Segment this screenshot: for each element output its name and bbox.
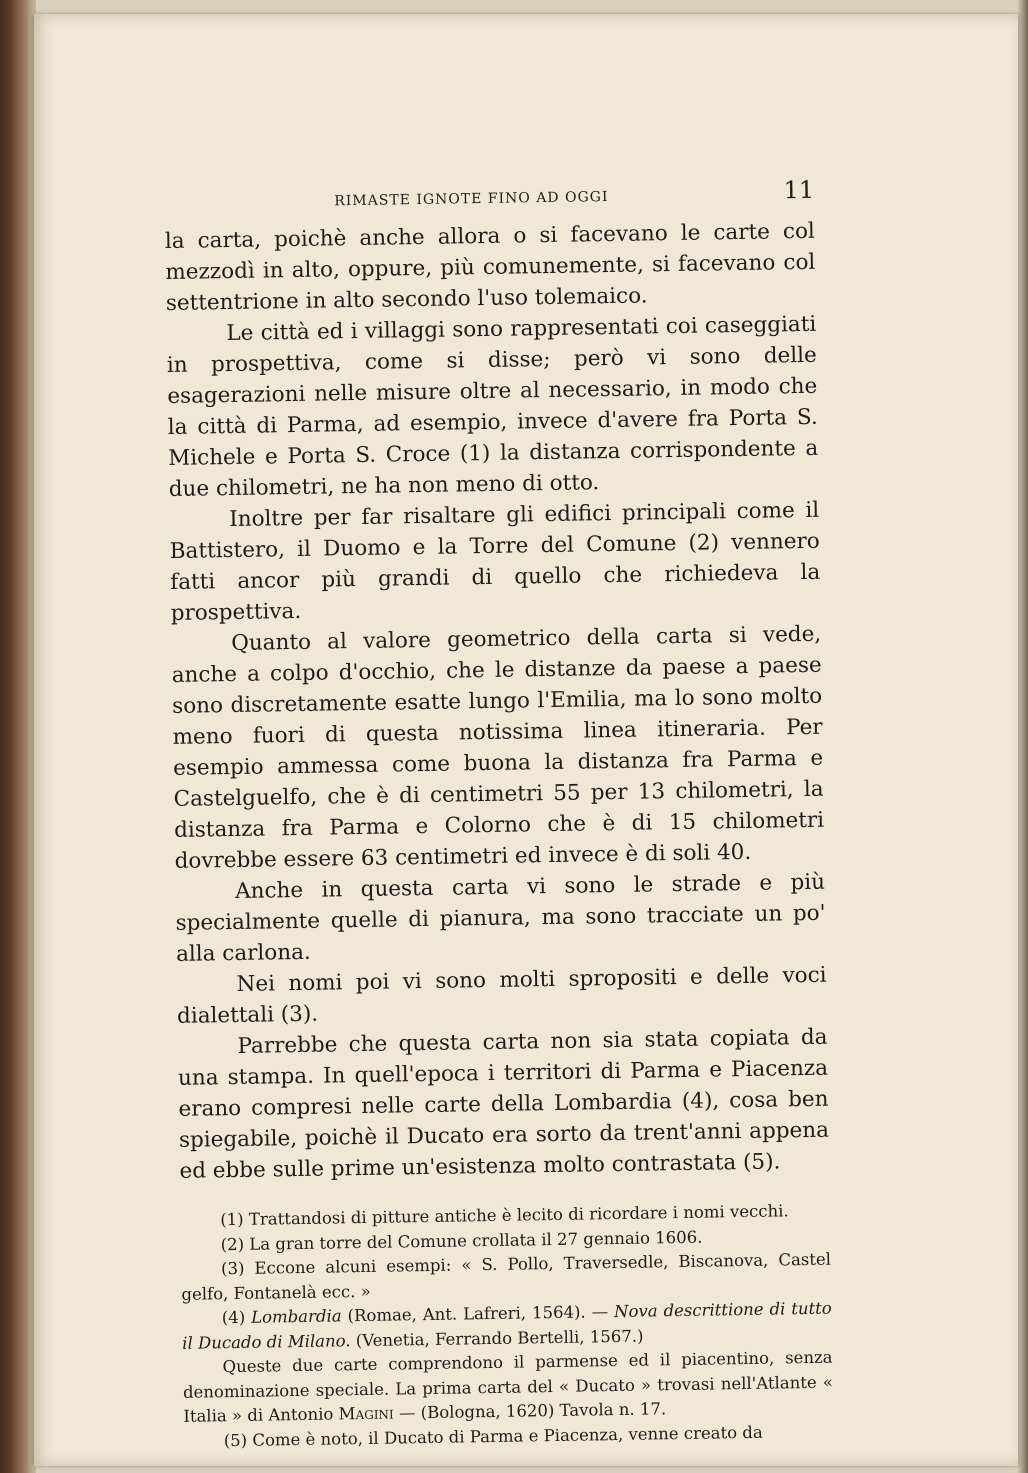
footnote-4-marker: (4) [221, 1307, 246, 1328]
footnote-4-title-2: Nova descrittione di tutto il Ducado di Milano. [182, 1298, 832, 1353]
footnote-4-title-1: Lombardia [250, 1306, 342, 1327]
body-text [165, 216, 830, 1187]
footnote-4-cont-pub: — (Bologna, 1620) Tavola n. 17. [398, 1399, 667, 1423]
paragraph-3: Inoltre per far risaltare gli edifici principali come il Battistero, il Duomo e la Torre del Comune (2) vennero fatti ancor più grandi di quello che richiedeva la prospettiva. [169, 497, 821, 626]
page-number: 11 [783, 175, 815, 205]
footnote-4-author: Magini [338, 1403, 394, 1424]
paragraph-7: Parrebbe che questa carta non sia stata copiata da una stampa. In quell'epoca i territori di Parma e Piacenza erano compresi nelle carte della Lombardia (4), cosa ben spiegabile, poichè il Ducato era sorto da trent'anni appena ed ebbe sulle prime un'esistenza molto contrastata (5). [177, 1024, 830, 1184]
paragraph-6: Nei nomi poi vi sono molti spropositi e delle voci dialettali (3). [176, 962, 827, 1029]
paragraph-5: Anche in questa carta vi sono le strade e più specialmente quelle di pianura, ma sono tracciate un po' alla carlona. [175, 869, 826, 967]
paragraph-2: Le città ed i villaggi sono rappresentati coi caseggiati in prospettiva, come si disse; però vi sono delle esagerazioni nelle misure oltre al necessario, in modo che la città di Parma, ad esempio, invece d'avere fra Porta S. Michele e Porta S. Croce (1) la distanza corrispondente a due chilometri, ne ha non meno di otto. [166, 311, 819, 502]
paragraph-4: Quanto al valore geometrico della carta si vede, anche a colpo d'occhio, che le distanze da paese a paese sono discretamente esatte lungo l'Emilia, ma lo sono molto meno fuori di questa notissima linea itineraria. Per esempio ammessa come buona la distanza fra Parma e Castelguelfo, che è di centimetri 55 per 13 chilometri, la distanza fra Parma e Colorno che è di 15 chilometri dovrebbe essere 63 centimetri ed invece è di soli 40. [171, 621, 825, 874]
footnote-1: (1) Trattandosi di pitture antiche è lecito di ricordare i nomi vecchi. [220, 1201, 789, 1230]
footnote-2: (2) La gran torre del Comune crollata il 27 gennaio 1606. [220, 1227, 703, 1254]
footnote-3: (3) Eccone alcuni esempi: « S. Pollo, Traversedle, Biscanova, Castel gelfo, Fontanelà ecc. » [181, 1249, 832, 1304]
binding-edge [0, 0, 28, 1473]
footnote-4-continuation [182, 1346, 833, 1430]
running-title: RIMASTE IGNOTE FINO AD OGGI [334, 189, 609, 210]
paragraph-1: la carta, poichè anche allora o si facevano le carte col mezzodì in alto, oppure, più comunemente, si facevano col settentrione in alto secondo l'uso tolemaico. [164, 218, 816, 316]
footnote-4-pub-1: (Romae, Ant. Lafreri, 1564). — [347, 1302, 609, 1326]
book-page [34, 14, 1018, 1466]
footnote-4-cont-text: Queste due carte comprendono il parmense ed il piacentino, senza denominazione speciale. La prima carta del « Ducato » trovasi nell'Atlante « Italia » di Antonio [182, 1347, 834, 1426]
page-content [164, 174, 834, 1454]
footnote-5: (5) Come è noto, il Ducato di Parma e Piacenza, venne creato da [223, 1422, 763, 1450]
footnote-4-pub-2: (Venetia, Ferrando Bertelli, 1567.) [355, 1326, 644, 1350]
footnotes [180, 1199, 834, 1454]
page-edge-right [1018, 0, 1028, 1473]
